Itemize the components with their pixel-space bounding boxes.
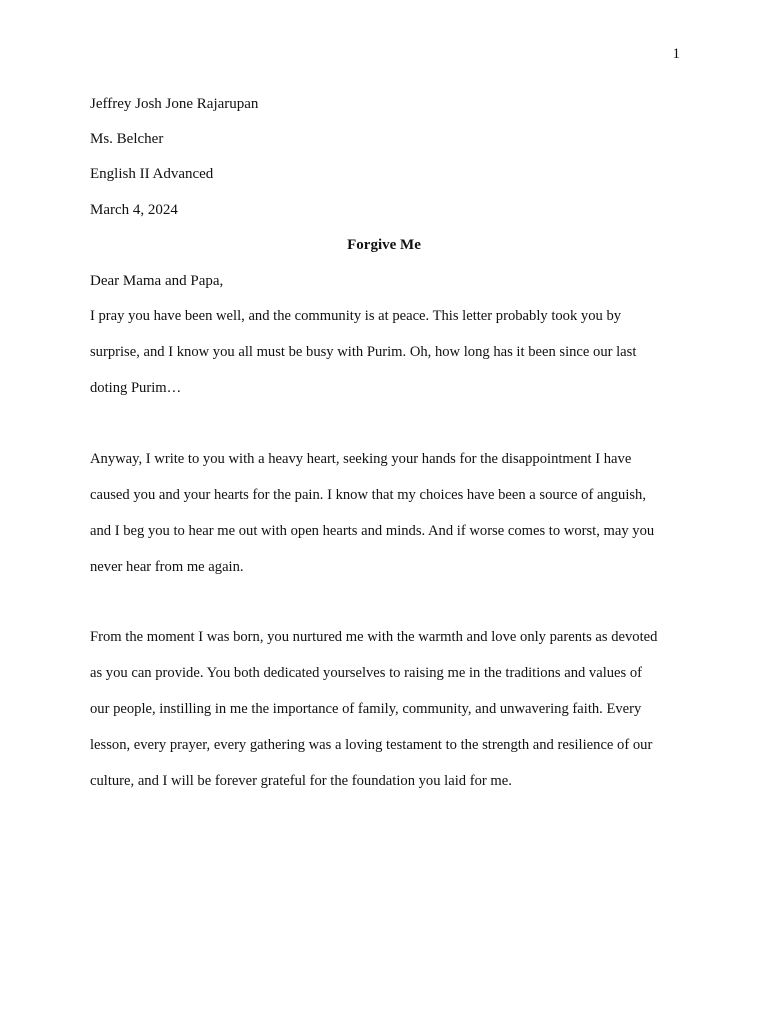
paragraph-line: I pray you have been well, and the community is at peace. This letter probably took you by: [90, 308, 622, 324]
paragraph-line: doting Purim…: [90, 380, 182, 396]
paragraph-line: never hear from me again.: [90, 559, 244, 575]
paragraph-1: [90, 298, 690, 406]
paragraph-2: [90, 441, 690, 585]
paragraph-3: [90, 619, 690, 799]
paragraph-line: and I beg you to hear me out with open hearts and minds. And if worse comes to worst, may you: [90, 523, 655, 539]
paragraph-line: surprise, and I know you all must be busy with Purim. Oh, how long has it been since our last: [90, 344, 637, 360]
instructor-name: Ms. Belcher: [90, 131, 164, 147]
paragraph-line: From the moment I was born, you nurtured me with the warmth and love only parents as devoted: [90, 629, 658, 645]
document-title: Forgive Me: [347, 237, 421, 253]
paragraph-line: caused you and your hearts for the pain. I know that my choices have been a source of anguish,: [90, 487, 647, 503]
paragraph-line: as you can provide. You both dedicated yourselves to raising me in the traditions and values of: [90, 665, 643, 681]
page-number: 1: [672, 46, 680, 62]
author-name: Jeffrey Josh Jone Rajarupan: [90, 96, 259, 112]
paragraph-line: lesson, every prayer, every gathering was a loving testament to the strength and resilience of our: [90, 737, 653, 753]
paragraph-line: our people, instilling in me the importance of family, community, and unwavering faith. Every: [90, 701, 642, 717]
course-name: English II Advanced: [90, 166, 214, 182]
paragraph-line: culture, and I will be forever grateful for the foundation you laid for me.: [90, 773, 512, 789]
document-date: March 4, 2024: [90, 202, 178, 218]
salutation: Dear Mama and Papa,: [90, 273, 224, 289]
paragraph-line: Anyway, I write to you with a heavy heart, seeking your hands for the disappointment I have: [90, 451, 632, 467]
